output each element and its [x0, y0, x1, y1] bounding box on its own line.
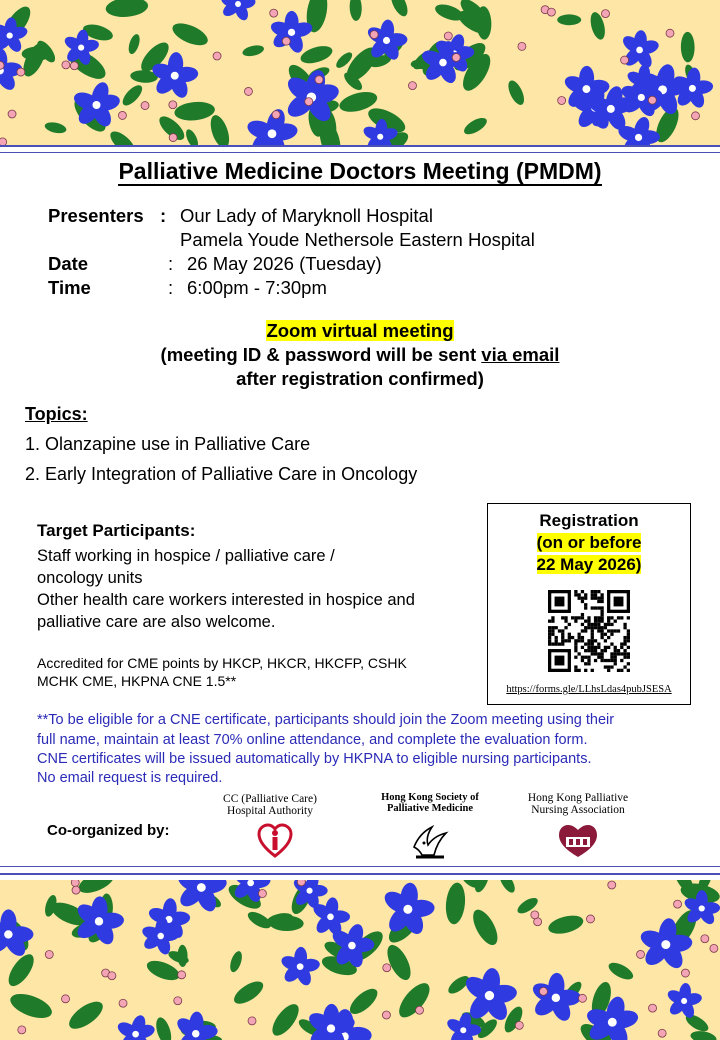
registration-link[interactable]: https://forms.gle/LLhsLdas4pubJSESA [506, 684, 672, 695]
registration-deadline: (on or before [536, 533, 642, 552]
time-label: Time [48, 277, 91, 298]
time-colon: : [168, 277, 174, 298]
topic-item: 1. Olanzapine use in Palliative Care [25, 434, 311, 454]
date-colon: : [168, 253, 174, 274]
target-line: oncology units [37, 569, 143, 587]
target-line: Staff working in hospice / palliative care / [37, 547, 335, 565]
coorganized-label: Co-organized by: [47, 822, 170, 839]
target-line: Other health care workers interested in hospice and [37, 591, 415, 609]
bottom-rule [0, 873, 720, 875]
org-hkspm-name: Hong Kong Society of Palliative Medicine [381, 792, 479, 814]
bottom-rule-thin [0, 866, 720, 867]
cne-note-line: CNE certificates will be issued automatically by HKPNA to eligible nursing participants. [37, 751, 592, 767]
date-label: Date [48, 253, 89, 274]
accredited-line: Accredited for CME points by HKCP, HKCR, HKCFP, CSHK [37, 655, 407, 671]
registration-box [487, 503, 691, 705]
top-rule-thin [0, 152, 720, 153]
hospital-authority-logo-icon [257, 823, 293, 859]
presenters-label: Presenters [48, 205, 144, 226]
cne-note-line: No email request is required. [37, 770, 223, 786]
top-floral-border [0, 0, 720, 145]
via-email-text: via email [481, 344, 560, 365]
hkspm-dove-logo-icon [410, 817, 450, 861]
cne-note-line: full name, maintain at least 70% online attendance, and complete the evaluation form. [37, 732, 588, 748]
org-ha-name: CC (Palliative Care) Hospital Authority [223, 793, 317, 817]
page-title: Palliative Medicine Doctors Meeting (PMDM) [118, 158, 602, 184]
presenter-1: Our Lady of Maryknoll Hospital [180, 205, 433, 226]
presenter-2: Pamela Youde Nethersole Eastern Hospital [180, 229, 535, 250]
meeting-info-line3: after registration confirmed) [236, 368, 484, 389]
hkpna-logo-icon [556, 823, 600, 859]
registration-deadline-date: 22 May 2026) [536, 555, 642, 574]
date-value: 26 May 2026 (Tuesday) [187, 253, 382, 274]
topic-item: 2. Early Integration of Palliative Care in Oncology [25, 464, 418, 484]
cne-note-line: **To be eligible for a CNE certificate, participants should join the Zoom meeting using their [37, 712, 615, 728]
top-rule [0, 145, 720, 147]
target-heading: Target Participants: [37, 521, 196, 540]
meeting-mode: Zoom virtual meeting [266, 320, 454, 341]
presenters-colon: : [160, 205, 167, 226]
org-hkpna-name: Hong Kong Palliative Nursing Association [527, 792, 629, 816]
target-line: palliative care are also welcome. [37, 613, 276, 631]
meeting-info-line2: (meeting ID & password will be sent via email [160, 344, 560, 365]
topics-heading: Topics: [25, 404, 88, 424]
time-value: 6:00pm - 7:30pm [187, 277, 327, 298]
qr-code-icon[interactable] [548, 590, 630, 672]
accredited-line: MCHK CME, HKPNA CNE 1.5** [37, 673, 237, 689]
registration-title: Registration [539, 511, 639, 530]
bottom-floral-border [0, 880, 720, 1040]
